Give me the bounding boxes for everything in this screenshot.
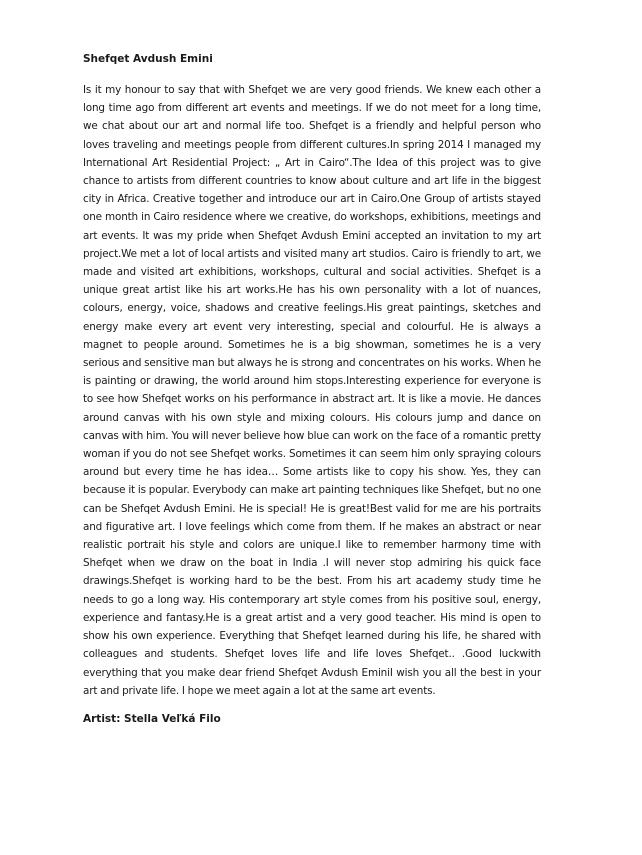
document-body-paragraph: Is it my honour to say that with Shefqet we are very good friends. We knew each other a long time ago from different art events and meetings. If we do not meet for a long time, we chat about our art and normal life too. Shefqet is a friendly and helpful person who loves traveling and meetings people from different cultures.In spring 2014 I managed my International Art Residential Project: „ Art in Cairo“.The Idea of this project was to give chance to artists from different countries to know about culture and art life in the biggest city in Africa. Creative together and introduce our art in Cairo.One Group of artists stayed one month in Cairo residence where we creative, do workshops, exhibitions, meetings and art events. It was my pride when Shefqet Avdush Emini accepted an invitation to my art project.We met a lot of local artists and visited many art studios. Cairo is friendly to art, we made and visited art exhibitions, workshops, cultural and social activities. Shefqet is a unique great artist like his art works.He has his own personality with a lot of nuances, colours, energy, voice, shadows and creative feelings.His great paintings, sketches and energy make every art event very interesting, special and colourful. He is always a magnet to people around. Sometimes he is a big showman, sometimes he is a very serious and sensitive man but always he is strong and concentrates on his works. When he is painting or drawing, the world around him stops.Interesting experience for everyone is to see how Shefqet works on his performance in abstract art. It is like a movie. He dances around canvas with his own style and mixing colours. His colours jump and dance on canvas with him. You will never believe how blue can work on the face of a romantic pretty woman if you do not see Shefqet works. Sometimes it can seem him only spraying colours around but every time he has idea… Some artists like to copy his show. Yes, they can because it is popular. Everybody can make art painting techniques like Shefqet, but no one can be Shefqet Avdush Emini. He is special! He is great!Best valid for me are his portraits and figurative art. I love feelings which come from them. If he makes an abstract or near realistic portrait his style and colors are unique.I like to remember harmony time with Shefqet when we draw on the boat in India .I will never stop admiring his quick face drawings.Shefqet is working hard to be the best. From his art academy study time he needs to go a long way. His contemporary art style comes from his positive soul, energy, experience and fantasy.He is a great artist and a very good teacher. His mind is open to show his own experience. Everything that Shefqet learned during his life, he shared with colleagues and students. Shefqet loves life and life loves Shefqet.. .Good luckwith everything that you make dear friend Shefqet Avdush EminiI wish you all the best in your art and private life. I hope we meet again a lot at the same art events. <box>83 84 541 697</box>
document-page <box>83 52 541 726</box>
artist-signature: Artist: Stella Veľká Filo <box>83 712 221 725</box>
document-title: Shefqet Avdush Emini <box>83 53 213 65</box>
